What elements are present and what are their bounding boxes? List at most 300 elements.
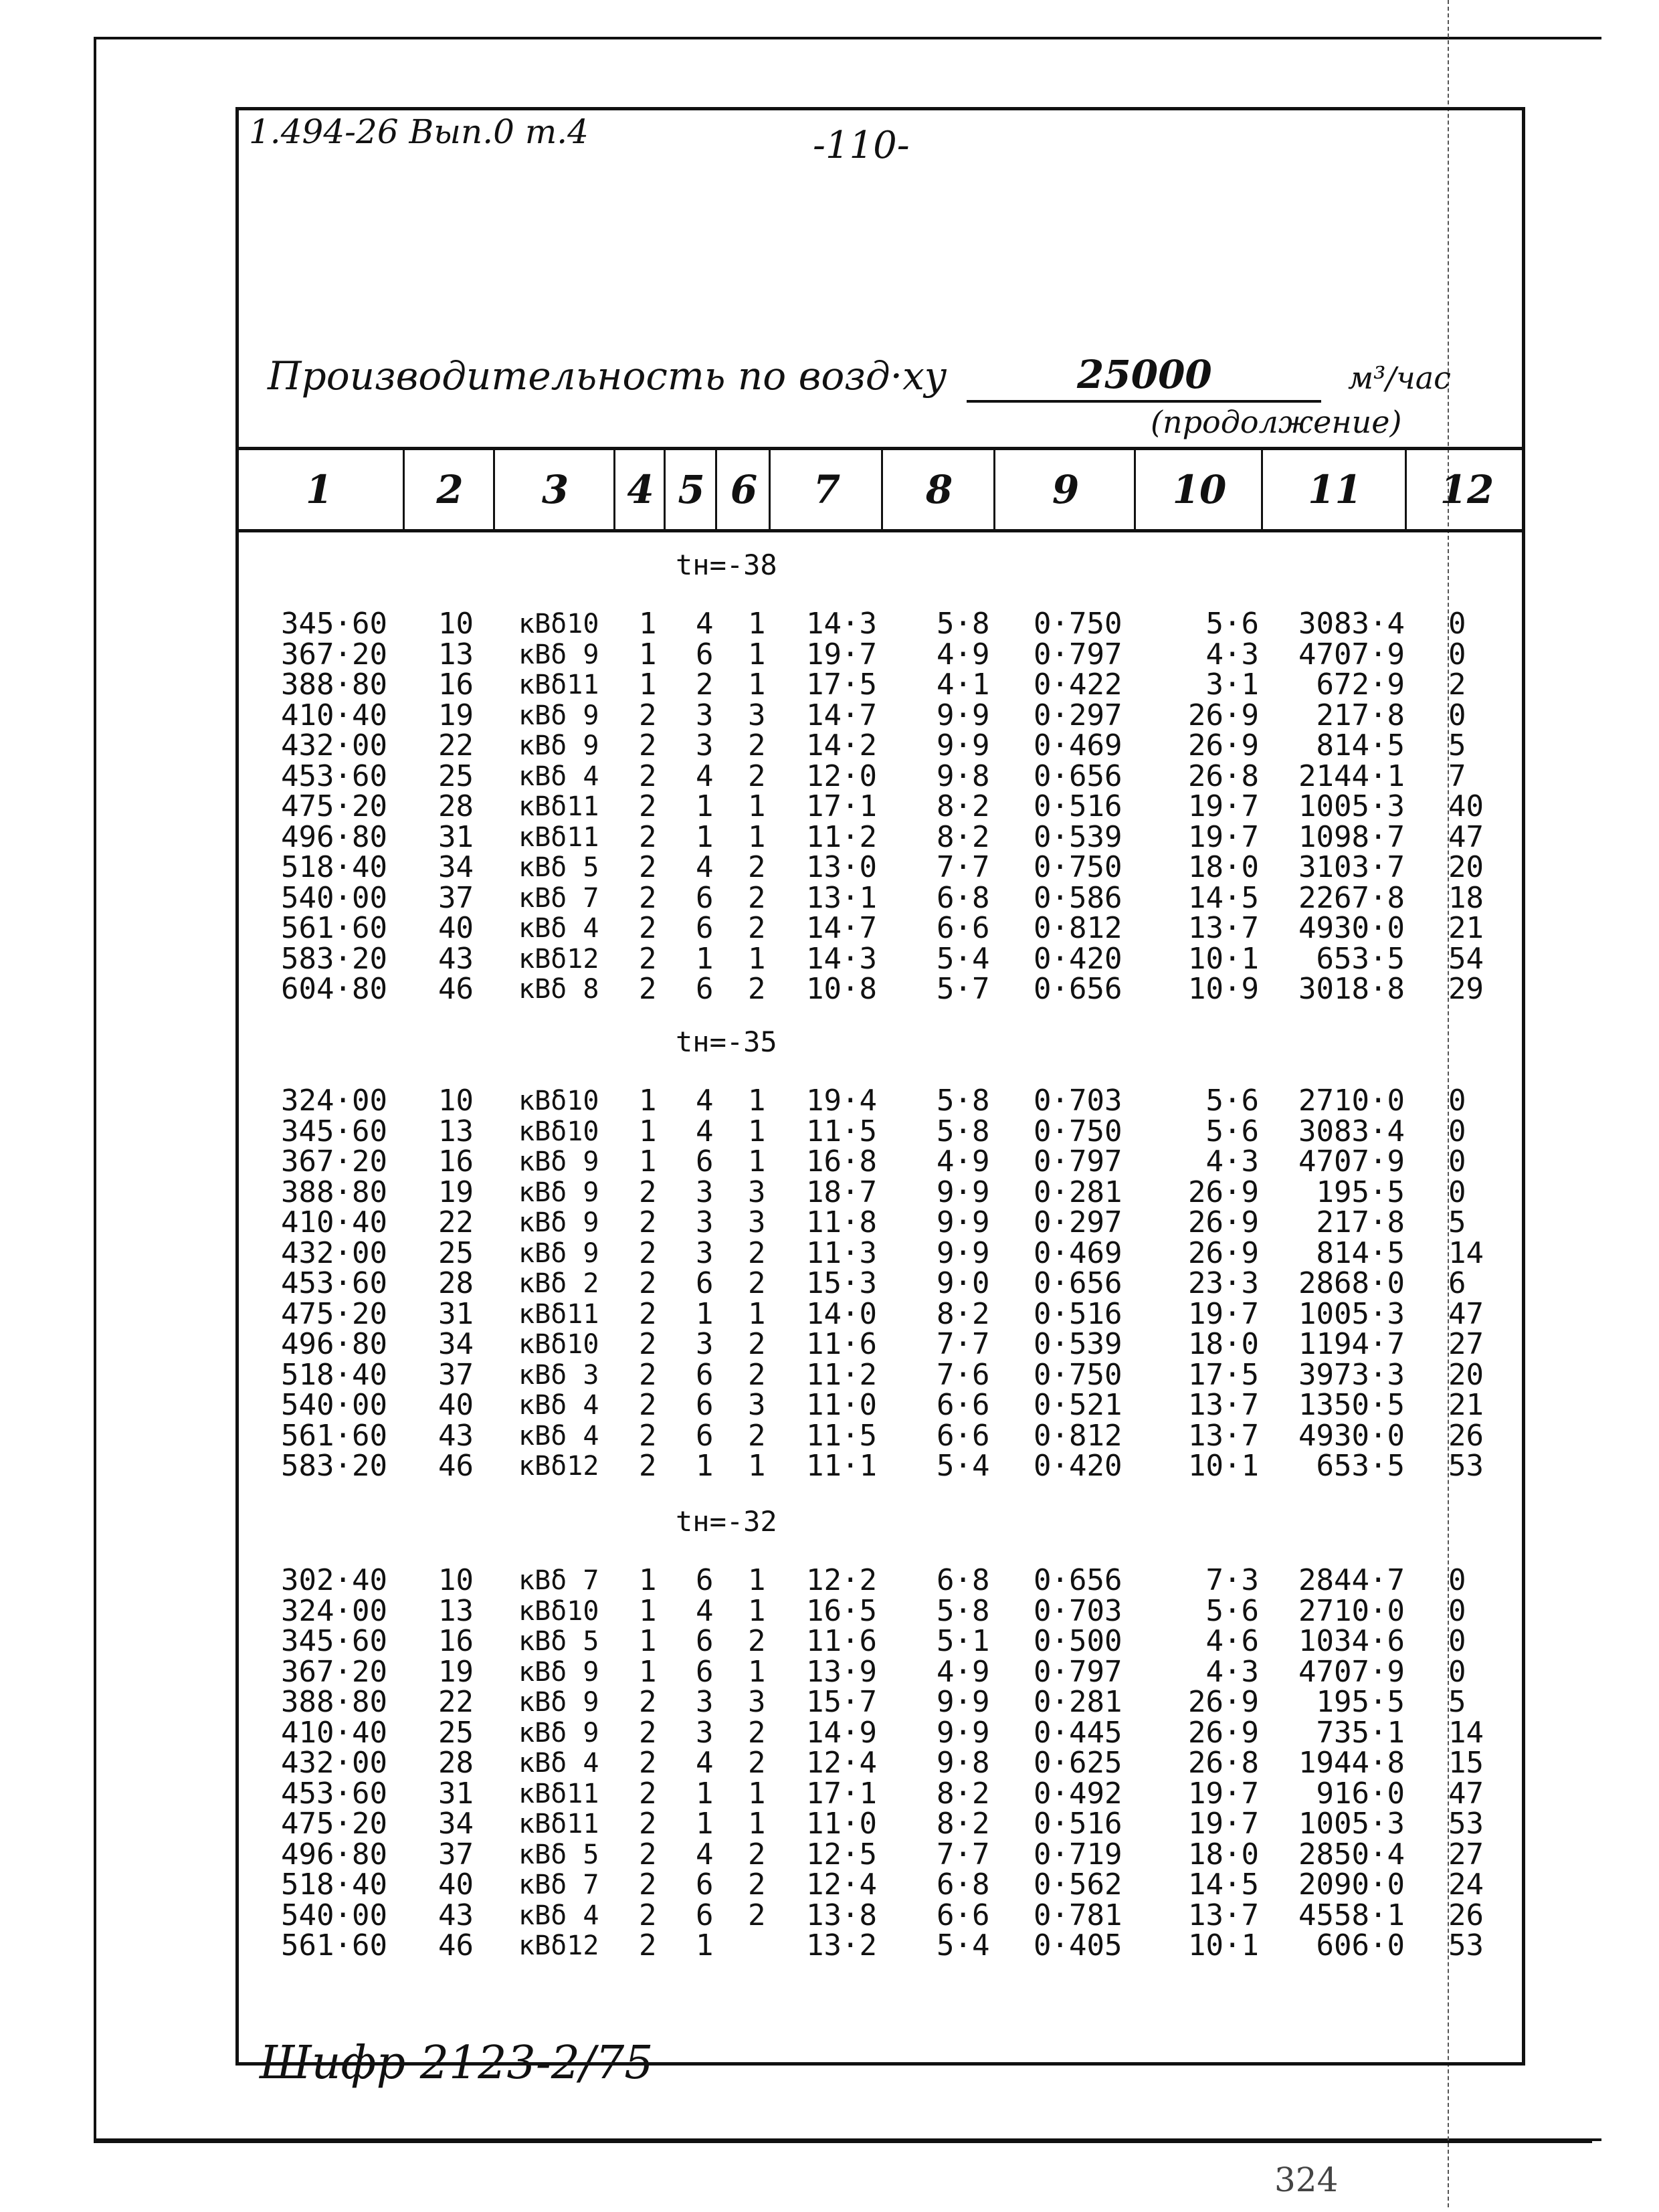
table-cell: 1 — [696, 1449, 714, 1483]
table-cell: 324·00 — [281, 1084, 387, 1118]
column-header: 2 — [403, 450, 495, 529]
table-cell: 3 — [748, 1175, 766, 1209]
table-cell: 25 — [438, 1235, 474, 1270]
table-cell: 496·80 — [281, 1837, 387, 1872]
column-header: 11 — [1261, 450, 1407, 529]
table-cell: 5·6 — [1205, 1593, 1259, 1628]
table-cell: кВδ 9 — [518, 1207, 599, 1238]
table-cell: 9·9 — [937, 1715, 990, 1750]
table-cell: 10·1 — [1188, 1928, 1259, 1963]
table-cell: кВδ 3 — [518, 1359, 599, 1391]
table-cell: 1 — [748, 637, 766, 672]
table-cell: 43 — [438, 1418, 474, 1453]
table-row — [0, 1418, 1659, 1453]
table-cell: 2844·7 — [1298, 1563, 1405, 1597]
table-cell: 2710·0 — [1298, 1593, 1405, 1628]
table-row — [0, 1565, 1659, 1596]
table-cell: 10·8 — [806, 972, 877, 1006]
table-cell: 367·20 — [281, 637, 387, 672]
table-cell: 1 — [639, 637, 657, 672]
table-cell: 13 — [438, 1593, 474, 1628]
table-cell: 518·40 — [281, 1357, 387, 1392]
table-cell: 24 — [1448, 1868, 1484, 1902]
table-cell: 0·703 — [1034, 1593, 1123, 1628]
table-cell: 5·8 — [937, 1084, 990, 1118]
table-cell: 47 — [1448, 1296, 1484, 1331]
table-row — [0, 1268, 1659, 1299]
table-cell: 9·9 — [937, 698, 990, 732]
table-cell: 583·20 — [281, 1449, 387, 1483]
table-cell: 12·4 — [806, 1746, 877, 1780]
column-header: 8 — [881, 450, 995, 529]
table-cell: кВδ10 — [518, 1116, 599, 1147]
table-caption: Производительность по возд·ху — [268, 353, 947, 399]
table-cell: 37 — [438, 1357, 474, 1392]
table-cell: кВδ 9 — [518, 1687, 599, 1718]
table-cell: 410·40 — [281, 1715, 387, 1750]
table-cell: 14·7 — [806, 911, 877, 945]
table-cell: 2 — [696, 668, 714, 702]
table-cell: 1 — [748, 1807, 766, 1841]
table-cell: 4·6 — [1205, 1624, 1259, 1658]
table-cell: 6 — [696, 1418, 714, 1453]
table-cell: 6·8 — [937, 1868, 990, 1902]
table-cell: 0·750 — [1034, 1114, 1123, 1148]
table-cell: 13·8 — [806, 1898, 877, 1932]
table-cell: 19·4 — [806, 1084, 877, 1118]
table-cell: 2 — [748, 1418, 766, 1453]
table-cell: 561·60 — [281, 1418, 387, 1453]
table-cell: 4·3 — [1205, 1144, 1259, 1179]
table-cell: 3 — [748, 1205, 766, 1239]
table-cell: 5·7 — [937, 972, 990, 1006]
table-cell: 0·656 — [1034, 1266, 1123, 1300]
table-cell: 0·516 — [1034, 789, 1123, 823]
table-cell: 1 — [748, 789, 766, 823]
table-cell: 13 — [438, 637, 474, 672]
table-cell: 345·60 — [281, 607, 387, 641]
table-cell: 4·9 — [937, 1654, 990, 1689]
table-cell: кВδ 4 — [518, 761, 599, 792]
table-cell: 46 — [438, 1928, 474, 1963]
table-cell: 14·7 — [806, 698, 877, 732]
table-cell: 653·5 — [1316, 941, 1405, 976]
table-cell: 26 — [1448, 1418, 1484, 1453]
table-cell: 53 — [1448, 1449, 1484, 1483]
table-cell: 3083·4 — [1298, 1114, 1405, 1148]
table-row — [0, 1235, 1659, 1270]
table-cell: 9·9 — [937, 728, 990, 763]
table-cell: 1 — [748, 1449, 766, 1483]
table-cell: кВδ 9 — [518, 1237, 599, 1269]
table-cell: 0·750 — [1034, 850, 1123, 884]
table-cell: 8·2 — [937, 819, 990, 854]
table-cell: 11·5 — [806, 1418, 877, 1453]
table-cell: 540·00 — [281, 1898, 387, 1932]
table-cell: 453·60 — [281, 1776, 387, 1811]
table-cell: 1 — [748, 668, 766, 702]
table-cell: 4·3 — [1205, 1654, 1259, 1689]
table-cell: 2 — [639, 759, 657, 793]
table-cell: 46 — [438, 1449, 474, 1483]
table-row — [0, 1900, 1659, 1931]
table-cell: 25 — [438, 759, 474, 793]
footer-line — [94, 2140, 1592, 2143]
table-cell: 43 — [438, 1898, 474, 1932]
table-cell: 2 — [639, 880, 657, 915]
cipher-code: Шифр 2123-2/75 — [260, 2037, 654, 2090]
section-label: tн=-32 — [676, 1505, 777, 1538]
table-cell: 14·0 — [806, 1296, 877, 1331]
table-cell: 18 — [1448, 880, 1484, 915]
table-cell: 388·80 — [281, 1685, 387, 1719]
table-cell: 2 — [639, 1205, 657, 1239]
table-cell: 0 — [1448, 1144, 1466, 1179]
table-cell: 9·9 — [937, 1685, 990, 1719]
table-cell: 1098·7 — [1298, 819, 1405, 854]
table-cell: 0 — [1448, 1175, 1466, 1209]
column-header: 12 — [1405, 450, 1527, 529]
table-cell: 5·8 — [937, 607, 990, 641]
table-cell: 2 — [748, 1624, 766, 1658]
table-cell: кВδ 4 — [518, 1420, 599, 1451]
table-cell: 453·60 — [281, 759, 387, 793]
table-cell: 14·5 — [1188, 880, 1259, 915]
table-cell: 0 — [1448, 1593, 1466, 1628]
table-cell: 0·422 — [1034, 668, 1123, 702]
table-cell: 3973·3 — [1298, 1357, 1405, 1392]
table-cell: 432·00 — [281, 1746, 387, 1780]
table-cell: 2 — [639, 850, 657, 884]
table-cell: 0·281 — [1034, 1685, 1123, 1719]
column-header: 5 — [664, 450, 717, 529]
table-cell: 26·9 — [1188, 1685, 1259, 1719]
table-cell: 14 — [1448, 1235, 1484, 1270]
table-cell: 0·703 — [1034, 1084, 1123, 1118]
table-cell: 53 — [1448, 1928, 1484, 1963]
table-row — [0, 1296, 1659, 1331]
table-cell: 1944·8 — [1298, 1746, 1405, 1780]
table-cell: 1194·7 — [1298, 1327, 1405, 1361]
table-cell: 8·2 — [937, 789, 990, 823]
table-cell: кВδ 4 — [518, 1390, 599, 1421]
table-cell: 9·8 — [937, 1746, 990, 1780]
table-cell: 9·9 — [937, 1205, 990, 1239]
table-cell: 604·80 — [281, 972, 387, 1006]
table-cell: 19·7 — [1188, 1776, 1259, 1811]
table-cell: 814·5 — [1316, 728, 1405, 763]
table-cell: 4 — [696, 607, 714, 641]
table-cell: 0·297 — [1034, 698, 1123, 732]
table-cell: кВδ10 — [518, 1595, 599, 1627]
table-cell: 11·8 — [806, 1205, 877, 1239]
table-cell: 13·7 — [1188, 1388, 1259, 1422]
table-row — [0, 1654, 1659, 1689]
table-cell: 19·7 — [1188, 1296, 1259, 1331]
table-cell: 7·3 — [1205, 1563, 1259, 1597]
table-cell: 10 — [438, 607, 474, 641]
table-cell: 13·7 — [1188, 1418, 1259, 1453]
table-cell: 6 — [696, 1654, 714, 1689]
table-cell: 1005·3 — [1298, 1807, 1405, 1841]
table-cell: 5·4 — [937, 1928, 990, 1963]
table-cell: 7·6 — [937, 1357, 990, 1392]
table-cell: 3103·7 — [1298, 850, 1405, 884]
table-cell: 2 — [639, 789, 657, 823]
table-cell: 26·8 — [1188, 759, 1259, 793]
table-cell: 367·20 — [281, 1654, 387, 1689]
table-cell: кВδ 9 — [518, 1177, 599, 1208]
table-cell: 6 — [1448, 1266, 1466, 1300]
table-cell: 2 — [748, 850, 766, 884]
table-cell: 6 — [696, 1388, 714, 1422]
table-cell: кВδ11 — [518, 791, 599, 822]
table-cell: 6 — [696, 1868, 714, 1902]
table-cell: 4·9 — [937, 637, 990, 672]
table-cell: 2 — [639, 1388, 657, 1422]
table-cell: 18·0 — [1188, 1327, 1259, 1361]
table-cell: 4 — [696, 1084, 714, 1118]
capacity-unit: м³/час — [1348, 360, 1451, 396]
table-cell: 6 — [696, 1563, 714, 1597]
table-cell: 47 — [1448, 819, 1484, 854]
table-cell: 0 — [1448, 607, 1466, 641]
table-cell: 17·5 — [806, 668, 877, 702]
table-cell: 0·797 — [1034, 1654, 1123, 1689]
table-cell: 2 — [748, 1715, 766, 1750]
table-cell: 19 — [438, 1175, 474, 1209]
table-cell: 17·5 — [1188, 1357, 1259, 1392]
table-cell: 15 — [1448, 1746, 1484, 1780]
table-cell: 28 — [438, 789, 474, 823]
table-cell: кВδ 5 — [518, 1626, 599, 1657]
table-cell: 13·7 — [1188, 911, 1259, 945]
value-underline — [967, 400, 1321, 403]
section-label: tн=-35 — [676, 1025, 777, 1058]
table-cell: 7 — [1448, 759, 1466, 793]
table-cell: 5 — [1448, 1205, 1466, 1239]
table-cell: 0 — [1448, 1084, 1466, 1118]
table-cell: 2 — [748, 1266, 766, 1300]
table-cell: 11·1 — [806, 1449, 877, 1483]
table-cell: 13·0 — [806, 850, 877, 884]
table-cell: 3 — [696, 1715, 714, 1750]
table-cell: 217·8 — [1316, 1205, 1405, 1239]
table-cell: 4707·9 — [1298, 1654, 1405, 1689]
table-cell: 6·8 — [937, 1563, 990, 1597]
table-cell: 1350·5 — [1298, 1388, 1405, 1422]
table-cell: 40 — [1448, 789, 1484, 823]
table-cell: 496·80 — [281, 1327, 387, 1361]
table-cell: 26·8 — [1188, 1746, 1259, 1780]
table-cell: 345·60 — [281, 1114, 387, 1148]
table-cell: 2 — [639, 1418, 657, 1453]
table-cell: 388·80 — [281, 1175, 387, 1209]
table-cell: 0 — [1448, 637, 1466, 672]
table-cell: кВδ 9 — [518, 730, 599, 761]
table-cell: 6 — [696, 1266, 714, 1300]
table-cell: 16 — [438, 1144, 474, 1179]
table-cell: 6·6 — [937, 911, 990, 945]
table-cell: 916·0 — [1316, 1776, 1405, 1811]
table-cell: 5·8 — [937, 1114, 990, 1148]
table-cell: 31 — [438, 819, 474, 854]
table-cell: 40 — [438, 1388, 474, 1422]
table-cell: 16 — [438, 1624, 474, 1658]
table-cell: 2 — [748, 880, 766, 915]
table-cell: 2 — [748, 1898, 766, 1932]
table-row — [0, 761, 1659, 792]
table-cell: 4 — [696, 1593, 714, 1628]
table-cell: 3 — [696, 1685, 714, 1719]
table-cell: 0·469 — [1034, 1235, 1123, 1270]
table-cell: 195·5 — [1316, 1685, 1405, 1719]
table-cell: 2 — [639, 728, 657, 763]
table-cell: кВδ 4 — [518, 1748, 599, 1779]
table-cell: 4·3 — [1205, 637, 1259, 672]
table-row — [0, 1809, 1659, 1839]
table-cell: 1 — [748, 1593, 766, 1628]
table-row — [0, 700, 1659, 731]
table-cell: 561·60 — [281, 1928, 387, 1963]
table-cell: 11·2 — [806, 819, 877, 854]
table-cell: кВδ 4 — [518, 1900, 599, 1931]
table-cell: 11·5 — [806, 1114, 877, 1148]
table-cell: 0·625 — [1034, 1746, 1123, 1780]
table-cell: 6 — [696, 880, 714, 915]
column-header: 10 — [1134, 450, 1263, 529]
table-cell: 0·781 — [1034, 1898, 1123, 1932]
table-cell: кВδ12 — [518, 943, 599, 975]
table-cell: 3083·4 — [1298, 607, 1405, 641]
table-cell: 6 — [696, 911, 714, 945]
table-cell: 2 — [639, 1175, 657, 1209]
table-cell: 4930·0 — [1298, 911, 1405, 945]
table-cell: 2 — [639, 1928, 657, 1963]
table-cell: 5·6 — [1205, 1084, 1259, 1118]
table-cell: 12·0 — [806, 759, 877, 793]
table-cell: 5 — [1448, 728, 1466, 763]
table-cell: 4 — [696, 1114, 714, 1148]
table-cell: кВδ10 — [518, 609, 599, 639]
table-cell: 410·40 — [281, 1205, 387, 1239]
column-header: 6 — [715, 450, 771, 529]
table-cell: 1 — [748, 941, 766, 976]
table-cell: 43 — [438, 941, 474, 976]
table-cell: кВδ 9 — [518, 1146, 599, 1177]
table-cell: 2 — [639, 1266, 657, 1300]
table-cell: 19 — [438, 698, 474, 732]
table-cell: 4707·9 — [1298, 1144, 1405, 1179]
table-cell: кВδ 9 — [518, 1656, 599, 1688]
table-row — [0, 1748, 1659, 1779]
table-cell: 2 — [639, 1746, 657, 1780]
table-cell: 17·1 — [806, 1776, 877, 1811]
table-cell: 2144·1 — [1298, 759, 1405, 793]
table-cell: 0·719 — [1034, 1837, 1123, 1872]
table-cell: кВδ 5 — [518, 852, 599, 883]
table-cell: 345·60 — [281, 1624, 387, 1658]
table-cell: 18·0 — [1188, 1837, 1259, 1872]
table-cell: 3 — [748, 1388, 766, 1422]
table-cell: 2 — [639, 1449, 657, 1483]
table-cell: 6·6 — [937, 1898, 990, 1932]
table-cell: 3 — [748, 698, 766, 732]
table-cell: 2 — [639, 1685, 657, 1719]
table-cell: кВδ12 — [518, 1930, 599, 1961]
section-label: tн=-38 — [676, 548, 777, 581]
table-cell: кВδ11 — [518, 1809, 599, 1839]
table-cell: 3 — [696, 1205, 714, 1239]
table-cell: 2 — [639, 941, 657, 976]
table-cell: 14·3 — [806, 941, 877, 976]
table-cell: 22 — [438, 728, 474, 763]
table-cell: 11·0 — [806, 1388, 877, 1422]
table-cell: 0·516 — [1034, 1296, 1123, 1331]
table-cell: кВδ10 — [518, 1329, 599, 1360]
table-cell: 0·405 — [1034, 1928, 1123, 1963]
table-cell: 19 — [438, 1654, 474, 1689]
table-cell: 11·6 — [806, 1327, 877, 1361]
table-cell: 7·7 — [937, 1327, 990, 1361]
table-cell: 27 — [1448, 1837, 1484, 1872]
table-cell: 1034·6 — [1298, 1624, 1405, 1658]
capacity-value: 25000 — [1077, 352, 1212, 397]
table-cell: 2 — [748, 911, 766, 945]
table-cell: 0·797 — [1034, 1144, 1123, 1179]
table-cell: 3 — [748, 1685, 766, 1719]
table-cell: 561·60 — [281, 911, 387, 945]
table-cell: 8·2 — [937, 1296, 990, 1331]
table-cell: 0·539 — [1034, 1327, 1123, 1361]
table-row — [0, 1715, 1659, 1750]
table-cell: 3 — [696, 698, 714, 732]
table-cell: 1005·3 — [1298, 1296, 1405, 1331]
table-cell: 10 — [438, 1563, 474, 1597]
table-cell: 4 — [696, 1746, 714, 1780]
table-cell: 3 — [696, 1327, 714, 1361]
table-row — [0, 1451, 1659, 1482]
table-cell: 2 — [748, 728, 766, 763]
table-cell: 367·20 — [281, 1144, 387, 1179]
table-cell: кВδ 5 — [518, 1839, 599, 1870]
table-cell: 540·00 — [281, 880, 387, 915]
table-cell: 2 — [639, 819, 657, 854]
table-cell: 2 — [639, 1837, 657, 1872]
table-cell: 1 — [639, 1624, 657, 1658]
table-row — [0, 1329, 1659, 1360]
table-cell: 12·2 — [806, 1563, 877, 1597]
table-cell: 3·1 — [1205, 668, 1259, 702]
table-cell: 47 — [1448, 1776, 1484, 1811]
table-cell: 10·1 — [1188, 941, 1259, 976]
table-cell: 0·297 — [1034, 1205, 1123, 1239]
table-cell: 1 — [748, 1563, 766, 1597]
table-cell: 46 — [438, 972, 474, 1006]
table-cell: 9·9 — [937, 1175, 990, 1209]
table-cell: 15·3 — [806, 1266, 877, 1300]
table-cell: 1 — [639, 1563, 657, 1597]
table-cell: 1 — [639, 607, 657, 641]
table-cell: 17·1 — [806, 789, 877, 823]
table-cell: 10 — [438, 1084, 474, 1118]
table-cell: 0·516 — [1034, 1807, 1123, 1841]
table-cell: 19·7 — [806, 637, 877, 672]
table-cell: 2 — [639, 1357, 657, 1392]
table-cell: 518·40 — [281, 850, 387, 884]
table-cell: 8·2 — [937, 1776, 990, 1811]
table-cell: 475·20 — [281, 789, 387, 823]
